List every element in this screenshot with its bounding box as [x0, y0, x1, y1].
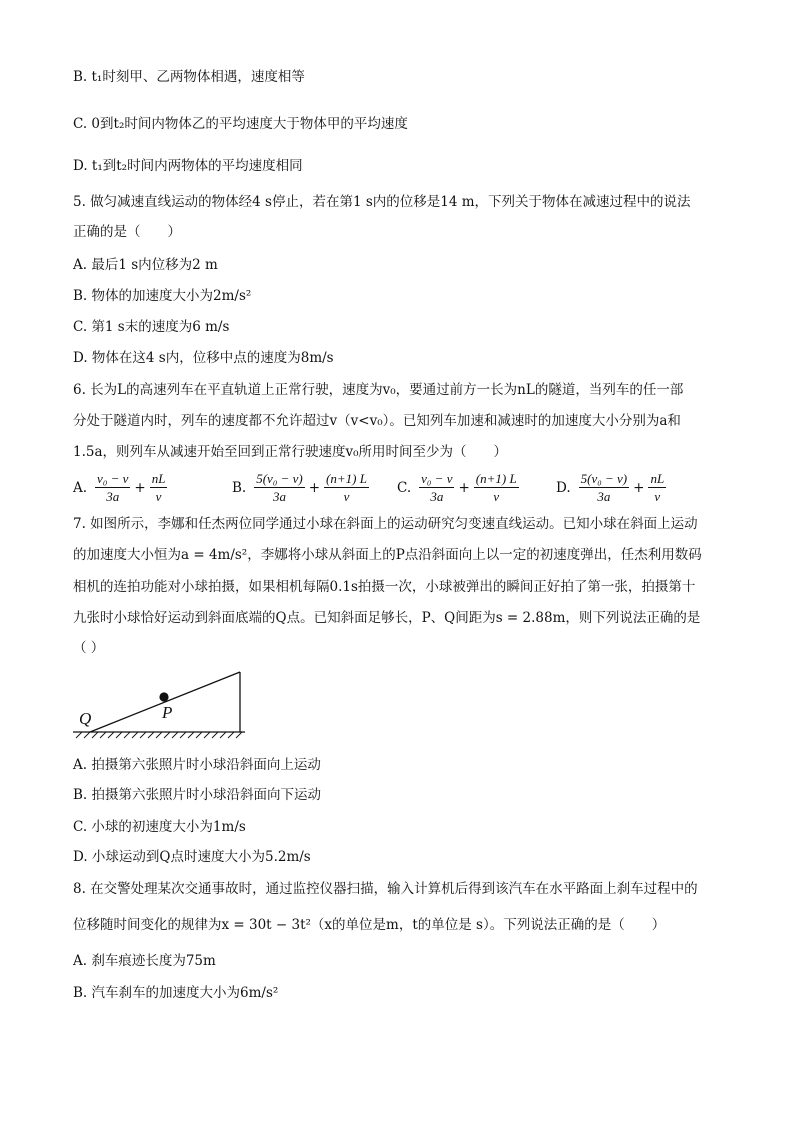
- q6-stem-line2: 分处于隧道内时，列车的速度都不允许超过v（v<v₀）。已知列车加速和减速时的加速度大小分别为a和: [73, 413, 681, 429]
- q7-option-d: D. 小球运动到Q点时速度大小为5.2m/s: [73, 849, 311, 865]
- q6-option-d-frac2: [648, 470, 666, 505]
- plus-sign: +: [458, 479, 470, 496]
- option-d-q4: D. t₁到t₂时间内两物体的平均速度相同: [73, 158, 303, 174]
- option-c-q4: C. 0到t₂时间内物体乙的平均速度大于物体甲的平均速度: [73, 116, 408, 132]
- q7-stem-line4: 九张时小球恰好运动到斜面底端的Q点。已知斜面足够长，P、Q间距为s = 2.88m，则下列说法正确的是: [73, 610, 701, 626]
- frac-denominator: v: [343, 489, 350, 504]
- q6-option-c: [397, 470, 521, 505]
- plus-sign: +: [308, 479, 321, 496]
- frac-denominator: 3a: [597, 489, 611, 504]
- q6-option-b-frac1: [254, 470, 305, 505]
- frac-numerator: (n+1) L: [475, 471, 517, 486]
- frac-numerator: nL: [650, 471, 665, 486]
- frac-denominator: 3a: [272, 489, 286, 504]
- q7-stem-line1: 7. 如图所示，李娜和任杰两位同学通过小球在斜面上的运动研究匀变速直线运动。已知小球在斜面上运动: [73, 516, 698, 532]
- q5-option-d: D. 物体在这4 s内，位移中点的速度为8m/s: [73, 350, 334, 366]
- q6-stem-line1: 6. 长为L的高速列车在平直轨道上正常行驶，速度为v₀，要通过前方一长为nL的隧道，当列车的任一部: [73, 382, 684, 398]
- option-b-q4: B. t₁时刻甲、乙两物体相遇，速度相等: [73, 69, 305, 85]
- q6-option-d-label: D.: [556, 479, 571, 496]
- q8-stem-line2: 位移随时间变化的规律为x = 30t − 3t²（x的单位是m，t的单位是 s）。下列说法正确的是（ ）: [73, 917, 666, 933]
- frac-numerator: v₀ − v: [97, 471, 129, 486]
- plus-sign: +: [633, 479, 645, 496]
- frac-denominator: 3a: [430, 489, 444, 504]
- frac-numerator: nL: [151, 471, 166, 486]
- q5-option-c: C. 第1 s末的速度为6 m/s: [73, 319, 230, 335]
- q8-option-a: A. 刹车痕迹长度为75m: [73, 953, 216, 969]
- q5-option-a: A. 最后1 s内位移为2 m: [73, 257, 218, 273]
- q7-option-a: A. 拍摄第六张照片时小球沿斜面向上运动: [73, 757, 321, 773]
- frac-denominator: v: [493, 489, 500, 504]
- incline-figure: [73, 662, 253, 744]
- q6-option-a-label: A.: [73, 479, 88, 496]
- frac-numerator: (n+1) L: [326, 471, 367, 486]
- q6-option-d: [556, 470, 668, 505]
- q6-option-b-frac2: [324, 470, 369, 505]
- incline-svg: [73, 662, 253, 740]
- q6-option-a: [73, 470, 169, 505]
- frac-numerator: 5(v₀ − v): [580, 471, 628, 486]
- q5-stem-line1: 5. 做匀减速直线运动的物体经4 s停止，若在第1 s内的位移是14 m，下列关于物体在减速过程中的说法: [73, 194, 691, 210]
- q5-stem-line2: 正确的是（ ）: [73, 224, 181, 240]
- label-p: P: [162, 703, 173, 722]
- incline-surface: [90, 672, 240, 732]
- q6-stem-line3: 1.5a，则列车从减速开始至回到正常行驶速度v₀所用时间至少为（ ）: [73, 444, 508, 460]
- q7-stem-line3: 相机的连拍功能对小球拍摄，如果相机每隔0.1s拍摄一次，小球被弹出的瞬间正好拍了第一张，拍摄第十: [73, 579, 696, 595]
- ball: [159, 692, 168, 701]
- q6-option-a-frac1: [95, 470, 130, 505]
- frac-numerator: v₀ − v: [421, 471, 453, 486]
- frac-denominator: v: [155, 489, 162, 504]
- q7-stem-line5: （ ）: [73, 640, 105, 656]
- plus-sign: +: [134, 479, 146, 496]
- q7-stem-line2: 的加速度大小恒为a = 4m/s²，李娜将小球从斜面上的P点沿斜面向上以一定的初速度弹出，任杰利用数码: [73, 547, 702, 563]
- ground-hatching: [76, 732, 242, 738]
- q5-option-b: B. 物体的加速度大小为2m/s²: [73, 288, 252, 304]
- q8-stem-line1: 8. 在交警处理某次交通事故时，通过监控仪器扫描，输入计算机后得到该汽车在水平路面上刹车过程中的: [73, 881, 698, 897]
- q6-option-c-label: C.: [397, 479, 412, 496]
- q8-option-b: B. 汽车刹车的加速度大小为6m/s²: [73, 985, 279, 1001]
- q7-option-b: B. 拍摄第六张照片时小球沿斜面向下运动: [73, 787, 322, 803]
- frac-denominator: v: [654, 489, 661, 504]
- q6-option-a-frac2: [150, 470, 168, 505]
- q6-option-c-frac1: [419, 470, 454, 505]
- frac-numerator: 5(v₀ − v): [256, 471, 303, 486]
- q6-option-d-frac1: [579, 470, 630, 505]
- label-q: Q: [79, 709, 92, 728]
- q6-option-b: [232, 470, 371, 505]
- frac-denominator: 3a: [106, 489, 120, 504]
- q6-option-c-frac2: [474, 470, 519, 505]
- q7-option-c: C. 小球的初速度大小为1m/s: [73, 819, 246, 835]
- q6-option-b-label: B.: [232, 479, 247, 496]
